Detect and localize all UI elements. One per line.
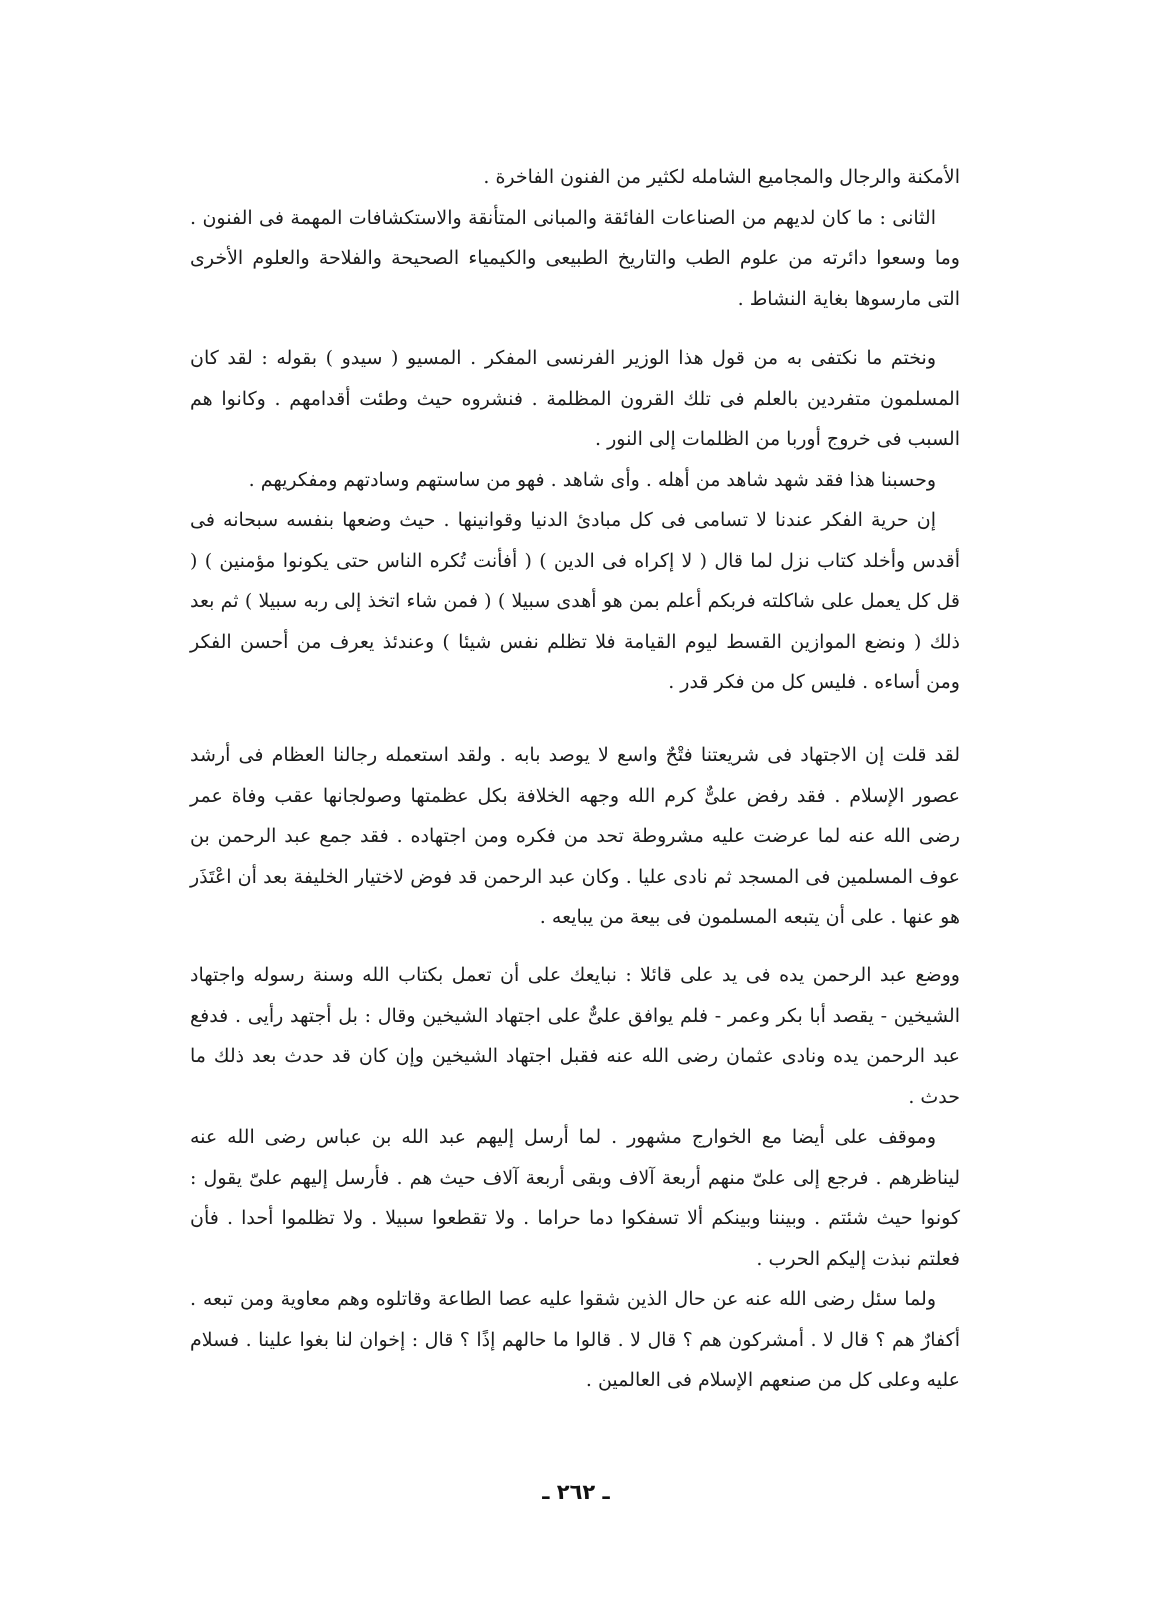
text-section-1 <box>190 157 960 319</box>
page-number: ـ ٢٦٢ ـ <box>542 1480 610 1504</box>
text-section-3 <box>190 735 960 938</box>
text-section-4 <box>190 955 960 1401</box>
paragraph: ووضع عبد الرحمن يده فى يد على قائلا : نبايعك على أن تعمل بكتاب الله وسنة رسوله واجتهاد الشيخين - يقصد أبا بكر وعمر - فلم يوافق علىٌّ على اجتهاد الشيخين وقال : بل أجتهد رأيى . فدفع عبد الرحمن يده ونادى عثمان رضى الله عنه فقبل اجتهاد الشيخين وإن كان قد حدث بعد ذلك ما حدث . <box>190 964 960 1108</box>
paragraph: ولما سئل رضى الله عنه عن حال الذين شقوا عليه عصا الطاعة وقاتلوه وهم معاوية ومن تبعه . أكفارٌ هم ؟ قال لا . أمشركون هم ؟ قال لا . قالوا ما حالهم إذًا ؟ قال : إخوان لنا بغوا علينا . فسلام عليه وعلى كل من صنعهم الإسلام فى العالمين . <box>190 1288 960 1391</box>
paragraph: الثانى : ما كان لديهم من الصناعات الفائقة والمبانى المتأنقة والاستكشافات المهمة فى الفنون . وما وسعوا دائرته من علوم الطب والتاريخ الطبيعى والكيمياء الصحيحة والفلاحة والعلوم الأخرى التى مارسوها بغاية النشاط . <box>190 206 960 310</box>
text-section-2 <box>190 338 960 703</box>
paragraph: إن حرية الفكر عندنا لا تسامى فى كل مبادئ الدنيا وقوانينها . حيث وضعها بنفسه سبحانه فى أقدس وأخلد كتاب نزل لما قال ( لا إكراه فى الدين ) ( أفأنت تُكره الناس حتى يكونوا مؤمنين ) ( قل كل يعمل على شاكلته فربكم أعلم بمن هو أهدى سبيلا ) ( فمن شاء اتخذ إلى ربه سبيلا ) ثم بعد ذلك ( ونضع الموازين القسط ليوم القيامة فلا تظلم نفس شيئا ) وعندئذ يعرف من أحسن الفكر ومن أساءه . فليس كل من فكر قدر . <box>190 509 960 693</box>
paragraph: وحسبنا هذا فقد شهد شاهد من أهله . وأى شاهد . فهو من ساستهم وسادتهم ومفكريهم . <box>248 468 936 491</box>
paragraph: وموقف على أيضا مع الخوارج مشهور . لما أرسل إليهم عبد الله بن عباس رضى الله عنه ليناظرهم . فرجع إلى علىّ منهم أربعة آلاف وبقى أربعة آلاف حيث هم . فأرسل إليهم علىّ يقول : كونوا حيث شئتم . وبيننا وبينكم ألا تسفكوا دما حراما . ولا تقطعوا سبيلا . ولا تظلموا أحدا . فأن فعلتم نبذت إليكم الحرب . <box>190 1126 960 1270</box>
paragraph: ونختم ما نكتفى به من قول هذا الوزير الفرنسى المفكر . المسيو ( سيدو ) بقوله : لقد كان المسلمون متفردين بالعلم فى تلك القرون المظلمة . فنشروه حيث وطئت أقدامهم . وكانوا هم السبب فى خروج أوربا من الظلمات إلى النور . <box>190 347 960 450</box>
paragraph: الأمكنة والرجال والمجاميع الشامله لكثير من الفنون الفاخرة . <box>483 166 960 188</box>
paragraph: لقد قلت إن الاجتهاد فى شريعتنا فتْحٌ واسع لا يوصد بابه . ولقد استعمله رجالنا العظام فى أرشد عصور الإسلام . فقد رفض علىٌّ كرم الله وجهه الخلافة بكل عظمتها وصولجانها عقب وفاة عمر رضى الله عنه لما عرضت عليه مشروطة تحد من فكره ومن اجتهاده . فقد جمع عبد الرحمن بن عوف المسلمين فى المسجد ثم نادى عليا . وكان عبد الرحمن قد فوض لاختيار الخليفة بعد أن اعْتَذَر هو عنها . على أن يتبعه المسلمون فى بيعة من يبايعه . <box>190 744 960 928</box>
